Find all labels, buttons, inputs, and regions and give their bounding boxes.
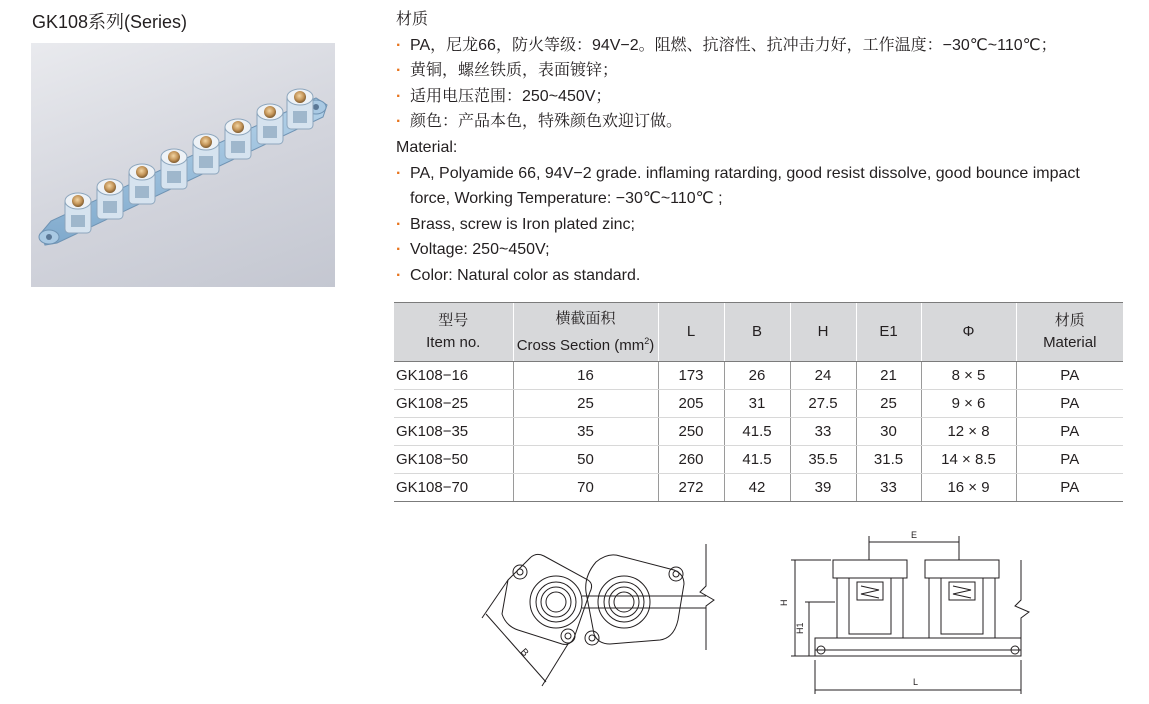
header-L: L <box>658 303 724 362</box>
cell-item-no: GK108−16 <box>394 362 513 390</box>
bullet-icon: · <box>396 87 402 105</box>
cell-H: 24 <box>790 362 856 390</box>
series-title: GK108系列(Series) <box>32 12 188 32</box>
cell-material: PA <box>1016 474 1123 502</box>
list-item: · Color: Natural color as standard. <box>396 263 1136 289</box>
header-phi: Φ <box>921 303 1016 362</box>
top-view-drawing <box>478 540 728 692</box>
material-list-cn <box>396 33 1136 135</box>
product-photo <box>31 43 335 287</box>
cell-L: 260 <box>658 446 724 474</box>
material-heading-cn: 材质 <box>396 11 429 28</box>
table-row <box>394 390 1123 418</box>
dimension-label-B: B <box>517 646 531 659</box>
cell-phi: 12 × 8 <box>921 418 1016 446</box>
cell-phi: 8 × 5 <box>921 362 1016 390</box>
cell-H: 33 <box>790 418 856 446</box>
cell-material: PA <box>1016 362 1123 390</box>
terminal-strip-illustration <box>31 43 335 287</box>
cell-item-no: GK108−50 <box>394 446 513 474</box>
cell-E1: 33 <box>856 474 921 502</box>
material-heading-en: Material: <box>396 138 458 156</box>
cell-item-no: GK108−70 <box>394 474 513 502</box>
list-item: · PA，尼龙66，防火等级：94V−2。阻燃、抗溶性、抗冲击力好，工作温度：−30℃~110℃； <box>396 33 1136 59</box>
list-item: · 适用电压范围：250~450V； <box>396 84 1136 110</box>
bullet-icon: · <box>396 113 402 131</box>
cell-B: 31 <box>724 390 790 418</box>
header-cross-section: 横截面积 Cross Section $(mm^2)$ <box>513 303 658 362</box>
list-item: · 黄铜，螺丝铁质，表面镀锌； <box>396 58 1136 84</box>
cell-B: 41.5 <box>724 446 790 474</box>
cell-phi: 14 × 8.5 <box>921 446 1016 474</box>
cell-H: 27.5 <box>790 390 856 418</box>
cell-material: PA <box>1016 446 1123 474</box>
cell-E1: 25 <box>856 390 921 418</box>
cell-L: 173 <box>658 362 724 390</box>
cell-L: 205 <box>658 390 724 418</box>
table-row <box>394 474 1123 502</box>
table-row <box>394 418 1123 446</box>
bullet-icon: · <box>396 36 402 54</box>
bullet-icon: · <box>396 241 402 259</box>
table-row <box>394 446 1123 474</box>
list-item: · PA, Polyamide 66, 94V−2 grade. inflaming ratarding, good resist dissolve, good bounce impact force, Working Temperature: −30℃~110℃ ; <box>396 161 1110 212</box>
cell-B: 42 <box>724 474 790 502</box>
table-header-row <box>394 303 1123 362</box>
list-item: · Brass, screw is Iron plated zinc; <box>396 212 1136 238</box>
dimension-label-H: H <box>779 599 789 606</box>
header-B: B <box>724 303 790 362</box>
header-E1: E1 <box>856 303 921 362</box>
cell-cross-section: 50 <box>513 446 658 474</box>
dimension-label-E: E <box>911 530 918 540</box>
cell-E1: 21 <box>856 362 921 390</box>
cell-material: PA <box>1016 418 1123 446</box>
cell-H: 35.5 <box>790 446 856 474</box>
cell-E1: 31.5 <box>856 446 921 474</box>
cell-cross-section: 70 <box>513 474 658 502</box>
dimension-label-H1: H1 <box>795 622 805 634</box>
bullet-icon: · <box>396 62 402 80</box>
header-item-no: 型号 Item no. <box>394 303 513 362</box>
material-list-en <box>396 161 1136 289</box>
bullet-icon: · <box>396 215 402 233</box>
header-material: 材质 Material <box>1016 303 1123 362</box>
cell-cross-section: 16 <box>513 362 658 390</box>
cell-phi: 9 × 6 <box>921 390 1016 418</box>
header-H: H <box>790 303 856 362</box>
cell-cross-section: 25 <box>513 390 658 418</box>
cell-material: PA <box>1016 390 1123 418</box>
cell-phi: 16 × 9 <box>921 474 1016 502</box>
table-row <box>394 362 1123 390</box>
cell-item-no: GK108−25 <box>394 390 513 418</box>
side-view-drawing <box>775 526 1045 696</box>
cell-cross-section: 35 <box>513 418 658 446</box>
cell-B: 41.5 <box>724 418 790 446</box>
cell-item-no: GK108−35 <box>394 418 513 446</box>
bullet-icon: · <box>396 164 402 182</box>
list-item: · Voltage: 250~450V; <box>396 237 1136 263</box>
bullet-icon: · <box>396 266 402 284</box>
cell-B: 26 <box>724 362 790 390</box>
cell-L: 272 <box>658 474 724 502</box>
cell-L: 250 <box>658 418 724 446</box>
cell-E1: 30 <box>856 418 921 446</box>
material-spec <box>396 7 1136 289</box>
spec-table <box>394 302 1123 502</box>
dimension-label-L: L <box>913 677 919 687</box>
cell-H: 39 <box>790 474 856 502</box>
list-item: · 颜色：产品本色，特殊颜色欢迎订做。 <box>396 109 1136 135</box>
